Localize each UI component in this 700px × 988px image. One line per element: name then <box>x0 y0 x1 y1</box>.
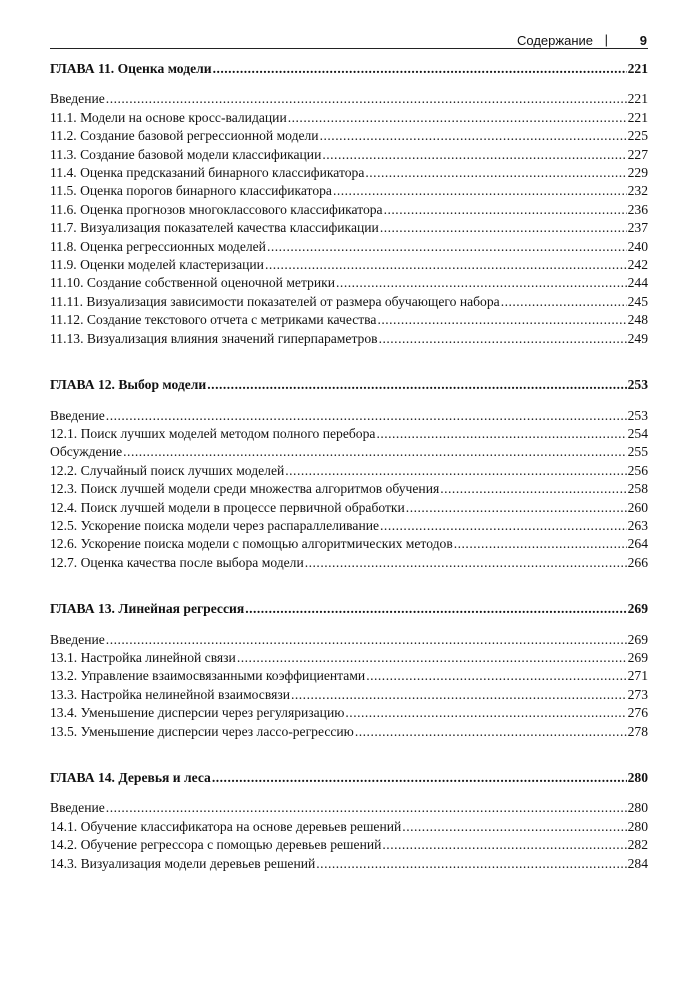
dot-leader <box>245 600 626 618</box>
chapter-heading <box>50 769 648 787</box>
toc-entry-title: 11.1. Модели на основе кросс-валидации <box>50 109 287 125</box>
toc-page-number: 258 <box>627 481 648 497</box>
toc-entry-title: 11.6. Оценка прогнозов многоклассового классификатора <box>50 201 383 217</box>
dot-leader <box>440 480 626 498</box>
toc-entry-title: 13.5. Уменьшение дисперсии через лассо-регрессию <box>50 723 354 739</box>
page-number: 9 <box>639 33 647 48</box>
toc-page-number: 280 <box>627 800 648 816</box>
toc-entry-title: 11.13. Визуализация влияния значений гиперпараметров <box>50 330 378 346</box>
toc-entry-title: 13.2. Управление взаимосвязанными коэффициентами <box>50 668 366 684</box>
toc-entry-title: ГЛАВА 13. Линейная регрессия <box>50 601 245 617</box>
toc-entry <box>50 238 648 256</box>
dot-leader <box>212 769 627 787</box>
toc-entry <box>50 182 648 200</box>
dot-leader <box>365 164 626 182</box>
toc-page-number: 236 <box>627 201 648 217</box>
toc-entry-title: 11.10. Создание собственной оценочной метрики <box>50 275 336 291</box>
toc-page-number: 263 <box>627 517 648 533</box>
toc-page-number: 229 <box>627 165 648 181</box>
toc-page-number: 240 <box>627 238 648 254</box>
toc-entry-title: 13.4. Уменьшение дисперсии через регуляризацию <box>50 705 345 721</box>
toc-page-number: 256 <box>627 462 648 478</box>
toc-entry <box>50 667 648 685</box>
toc-entry-title: 11.11. Визуализация зависимости показателей от размера обучающего набора <box>50 293 500 309</box>
dot-leader <box>382 836 626 854</box>
toc-entry-title: Введение <box>50 91 105 107</box>
dot-leader <box>336 274 627 292</box>
toc-page-number: 244 <box>627 275 648 291</box>
toc-page-number: 242 <box>627 257 648 273</box>
dot-leader <box>366 667 626 685</box>
dot-leader <box>106 407 627 425</box>
dot-leader <box>123 443 626 461</box>
toc-entry-title: 11.7. Визуализация показателей качества классификации <box>50 220 379 236</box>
header-separator: | <box>604 32 608 47</box>
toc-page-number: 254 <box>627 425 648 441</box>
toc-entry <box>50 799 648 817</box>
toc-entry <box>50 219 648 237</box>
dot-leader <box>501 293 627 311</box>
toc-entry <box>50 443 648 461</box>
toc-entry-title: 12.4. Поиск лучшей модели в процессе первичной обработки <box>50 499 405 515</box>
dot-leader <box>406 499 627 517</box>
chapter-heading <box>50 376 648 394</box>
toc-page-number: 232 <box>627 183 648 199</box>
dot-leader <box>106 799 627 817</box>
toc-page-number: 260 <box>627 499 648 515</box>
toc-entry <box>50 293 648 311</box>
toc-entry-title: Введение <box>50 407 105 423</box>
chapter-block <box>50 600 648 741</box>
toc-entry-title: 12.7. Оценка качества после выбора модели <box>50 554 304 570</box>
toc-entry-title: Введение <box>50 800 105 816</box>
toc-page-number: 245 <box>627 293 648 309</box>
toc-entry-title: Обсуждение <box>50 444 123 460</box>
dot-leader <box>379 330 627 348</box>
toc-entry-title: 12.5. Ускорение поиска модели через распараллеливание <box>50 517 380 533</box>
toc-page-number: 271 <box>627 668 648 684</box>
toc-entry <box>50 723 648 741</box>
dot-leader <box>213 60 627 78</box>
toc-entry <box>50 256 648 274</box>
toc-entry-title: 12.3. Поиск лучшей модели среди множества алгоритмов обучения <box>50 481 440 497</box>
toc-entry-title: 14.1. Обучение классификатора на основе деревьев решений <box>50 818 402 834</box>
toc-entry <box>50 311 648 329</box>
toc-page-number: 280 <box>627 818 648 834</box>
toc-entry <box>50 127 648 145</box>
toc-page-number: 248 <box>627 312 648 328</box>
toc-entry-title: 14.3. Визуализация модели деревьев решений <box>50 855 316 871</box>
toc-page-number: 225 <box>627 128 648 144</box>
toc-entry <box>50 818 648 836</box>
toc-entry-title: ГЛАВА 12. Выбор модели <box>50 377 207 393</box>
toc-entry <box>50 274 648 292</box>
toc-entry <box>50 164 648 182</box>
dot-leader <box>288 109 627 127</box>
toc-page-number: 221 <box>627 61 648 76</box>
dot-leader <box>316 855 626 873</box>
toc-entry <box>50 704 648 722</box>
toc-entry <box>50 109 648 127</box>
toc-page-number: 276 <box>627 705 648 721</box>
toc-entry <box>50 554 648 572</box>
toc-entry <box>50 425 648 443</box>
toc-entry-title: 14.2. Обучение регрессора с помощью деревьев решений <box>50 837 382 853</box>
toc-page-number: 249 <box>627 330 648 346</box>
toc-page-number: 253 <box>627 407 648 423</box>
toc-entry-title: 11.8. Оценка регрессионных моделей <box>50 238 266 254</box>
dot-leader <box>285 462 626 480</box>
dot-leader <box>402 818 626 836</box>
page-header <box>50 30 648 49</box>
toc-entry <box>50 480 648 498</box>
toc-entry <box>50 535 648 553</box>
toc-page-number: 278 <box>627 723 648 739</box>
toc-entry <box>50 686 648 704</box>
dot-leader <box>291 686 627 704</box>
toc-entry <box>50 462 648 480</box>
toc-entry <box>50 649 648 667</box>
toc-page-number: 264 <box>627 536 648 552</box>
dot-leader <box>355 723 627 741</box>
dot-leader <box>454 535 627 553</box>
toc-page-number: 282 <box>627 837 648 853</box>
toc-entry <box>50 90 648 108</box>
toc-entry-title: 12.6. Ускорение поиска модели с помощью алгоритмических методов <box>50 536 453 552</box>
running-section-title: Содержание <box>517 33 593 48</box>
toc-entry <box>50 201 648 219</box>
toc-entry-title: Введение <box>50 631 105 647</box>
toc-page-number: 221 <box>627 109 648 125</box>
toc-entry-title: 13.3. Настройка нелинейной взаимосвязи <box>50 686 290 702</box>
dot-leader <box>333 182 627 200</box>
toc-page-number: 280 <box>627 770 648 785</box>
dot-leader <box>345 704 626 722</box>
dot-leader <box>380 517 627 535</box>
toc-entry-title: 11.5. Оценка порогов бинарного классификатора <box>50 183 332 199</box>
toc-entry-title: ГЛАВА 11. Оценка модели <box>50 61 212 76</box>
toc-page-number: 269 <box>627 631 648 647</box>
dot-leader <box>237 649 627 667</box>
toc-page-number: 255 <box>627 444 648 460</box>
toc-entry-title: 11.2. Создание базовой регрессионной модели <box>50 128 319 144</box>
toc-page-number: 269 <box>627 601 648 617</box>
toc-entry-title: ГЛАВА 14. Деревья и леса <box>50 770 211 785</box>
chapter-heading <box>50 60 648 78</box>
toc-entry <box>50 330 648 348</box>
toc-entry-title: 11.4. Оценка предсказаний бинарного классификатора <box>50 165 365 181</box>
dot-leader <box>380 219 627 237</box>
toc-entry <box>50 855 648 873</box>
toc-entry <box>50 631 648 649</box>
dot-leader <box>265 256 627 274</box>
toc-entry <box>50 836 648 854</box>
toc-entry-title: 12.1. Поиск лучших моделей методом полного перебора <box>50 425 376 441</box>
toc-entry <box>50 499 648 517</box>
chapter-block <box>50 376 648 572</box>
toc-page-number: 266 <box>627 554 648 570</box>
chapter-block <box>50 769 648 873</box>
dot-leader <box>376 425 626 443</box>
table-of-contents <box>50 60 648 901</box>
dot-leader <box>305 554 627 572</box>
dot-leader <box>377 311 626 329</box>
toc-entry-title: 11.12. Создание текстового отчета с метриками качества <box>50 312 377 328</box>
toc-page-number: 253 <box>627 377 648 393</box>
dot-leader <box>320 127 627 145</box>
dot-leader <box>207 376 626 394</box>
toc-page-number: 221 <box>627 91 648 107</box>
toc-entry <box>50 146 648 164</box>
dot-leader <box>106 90 627 108</box>
chapter-heading <box>50 600 648 618</box>
toc-entry-title: 12.2. Случайный поиск лучших моделей <box>50 462 285 478</box>
toc-entry <box>50 407 648 425</box>
toc-page-number: 273 <box>627 686 648 702</box>
toc-page-number: 237 <box>627 220 648 236</box>
toc-page-number: 284 <box>627 855 648 871</box>
toc-entry <box>50 517 648 535</box>
toc-entry-title: 11.3. Создание базовой модели классификации <box>50 146 322 162</box>
toc-entry-title: 11.9. Оценки моделей кластеризации <box>50 257 264 273</box>
toc-entry-title: 13.1. Настройка линейной связи <box>50 649 236 665</box>
dot-leader <box>106 631 627 649</box>
dot-leader <box>384 201 627 219</box>
dot-leader <box>322 146 626 164</box>
toc-page-number: 269 <box>627 649 648 665</box>
toc-page-number: 227 <box>627 146 648 162</box>
dot-leader <box>267 238 627 256</box>
chapter-block <box>50 60 648 348</box>
